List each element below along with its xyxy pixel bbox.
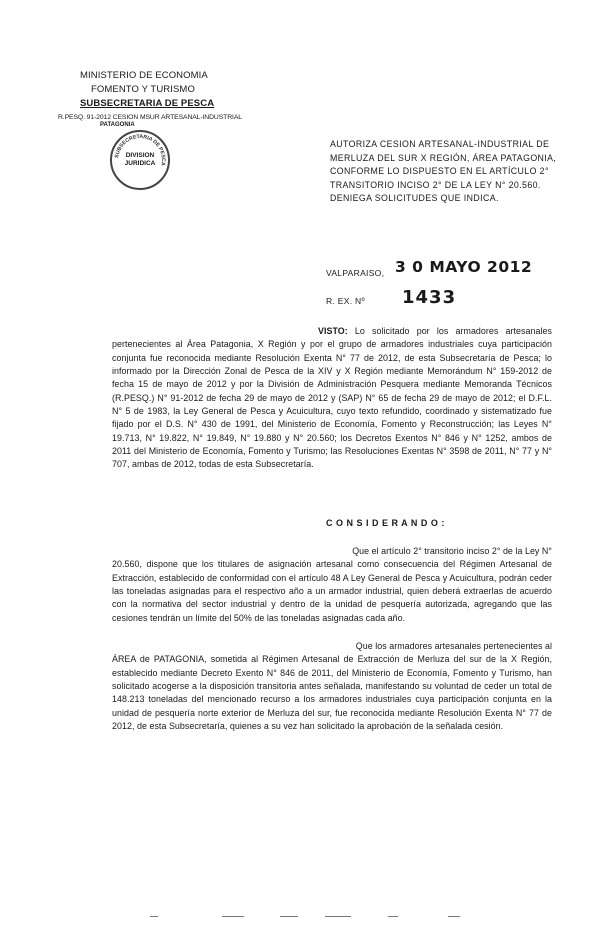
rex-number: 1433 <box>402 287 457 308</box>
page-footer-marks <box>150 916 460 920</box>
visto-text: Lo solicitado por los armadores artesanales pertenecientes al Área Patagonia, X Región y por el grupo de armadores industriales cuya participación conjunta fue reconocida mediante Resolución Exenta N° 77 de 2012, de esta Subsecretaría de Pesca; lo informado por la Dirección Zonal de Pesca de la XIV y X Región mediante Memorándum N° 159-2012 de fecha 15 de mayo de 2012 y por la División de Administración Pesquera mediante Memoranda Técnicos (R.PESQ.) N° 91-2012 de fecha 29 de mayo de 2012 y (SAP) N° 65 de fecha 29 de mayo de 2012; el D.F.L. N° 5 de 1983, la Ley General de Pesca y Acuicultura, cuyo texto refundido, coordinado y sistematizado fue fijado por el D.S. N° 430 de 1991, del Ministerio de Economía, Fomento y Reconstrucción; las Leyes N° 19.713, N° 19.822, N° 19.849, N° 19.880 y N° 20.560; los Decretos Exentos N° 846 y N° 1252, ambos de 2011 del Ministerio de Economía, Fomento y Turismo; las Resoluciones Exentas N° 3598 de 2011, N° 77 y N° 707, ambas de 2012, todas de esta Subsecretaría. <box>112 326 552 470</box>
subject-line: AUTORIZA CESION ARTESANAL-INDUSTRIAL DE <box>330 139 550 149</box>
place-label: VALPARAISO, <box>326 268 385 278</box>
subsecretaria-name: SUBSECRETARIA DE PESCA <box>80 98 215 109</box>
stamp-ring-label: SUBSECRETARIA DE PESCA <box>114 133 167 167</box>
para1-lead: Que el artículo 2° transitorio inciso 2° de la Ley N° <box>352 546 552 556</box>
considerando-paragraph-2 <box>112 640 552 733</box>
footer-mark <box>325 916 351 917</box>
footer-mark <box>222 916 244 917</box>
stamp-center-line1: DIVISION <box>125 152 155 159</box>
date-stamp: 3 0 MAYO 2012 <box>395 258 533 276</box>
rex-label: R. EX. Nº <box>326 296 365 306</box>
subject-line: CONFORME LO DISPUESTO EN EL ARTÍCULO 2° <box>330 166 549 176</box>
considerando-paragraph-1 <box>112 545 552 625</box>
para2-lead: Que los armadores artesanales pertenecientes al <box>355 641 552 651</box>
stamp-center-text <box>112 152 168 168</box>
subject-line: TRANSITORIO INCISO 2° DE LA LEY N° 20.560. <box>330 179 541 190</box>
subject-line: DENIEGA SOLICITUDES QUE INDICA. <box>330 193 499 203</box>
stamp-circle <box>110 130 170 190</box>
visto-paragraph <box>112 325 552 472</box>
stamp-top-text: PATAGONIA <box>100 122 135 128</box>
visto-label: VISTO: <box>318 326 348 336</box>
ministry-name: MINISTERIO DE ECONOMIA <box>80 70 208 81</box>
footer-mark <box>150 916 158 917</box>
footer-mark <box>448 916 460 917</box>
ministry-subtitle: FOMENTO Y TURISMO <box>91 84 195 95</box>
division-juridica-stamp <box>100 122 190 192</box>
subject-block <box>330 138 570 206</box>
reference-code: R.PESQ. 91-2012 CESION MSUR ARTESANAL-INDUSTRIAL <box>58 114 242 121</box>
para2-body: ÁREA de PATAGONIA, sometida al Régimen Artesanal de Extracción de Merluza del sur de la X Región, establecido mediante Decreto Exento N° 846 de 2011, del Ministerio de Economía, Fomento y Turismo, han solicitado acogerse a la disposición transitoria antes señalada, manifestando su voluntad de ceder un total de 148.213 toneladas del mencionado recurso a los armadores industriales cuya participación conjunta en la unidad de pesquería norte exterior de Merluza del sur, fue reconocida mediante Resolución Exenta N° 77 de 2012, de esta Subsecretaría, quienes a su vez han solicitado la aprobación de la señalada cesión. <box>112 654 552 732</box>
para1-body: 20.560, dispone que los titulares de asignación artesanal como consecuencia del Régimen Artesanal de Extracción, establecido de conformidad con el artículo 48 A Ley General de Pesca y Acuicultura, podrán ceder las toneladas asignadas para el respectivo año a un armador industrial, quien deberá extraerlas de acuerdo con la normativa del sector industrial y dentro de la unidad de pesquería autorizada, agregando que las cesiones tendrán un límite del 50% de las toneladas asignadas cada año. <box>112 559 552 623</box>
footer-mark <box>388 916 398 917</box>
considerando-heading: C O N S I D E R A N D O : <box>326 518 445 528</box>
subject-line: MERLUZA DEL SUR X REGIÓN, ÁREA PATAGONIA, <box>330 152 557 163</box>
footer-mark <box>280 916 298 917</box>
stamp-center-line2: JURIDICA <box>124 160 156 167</box>
